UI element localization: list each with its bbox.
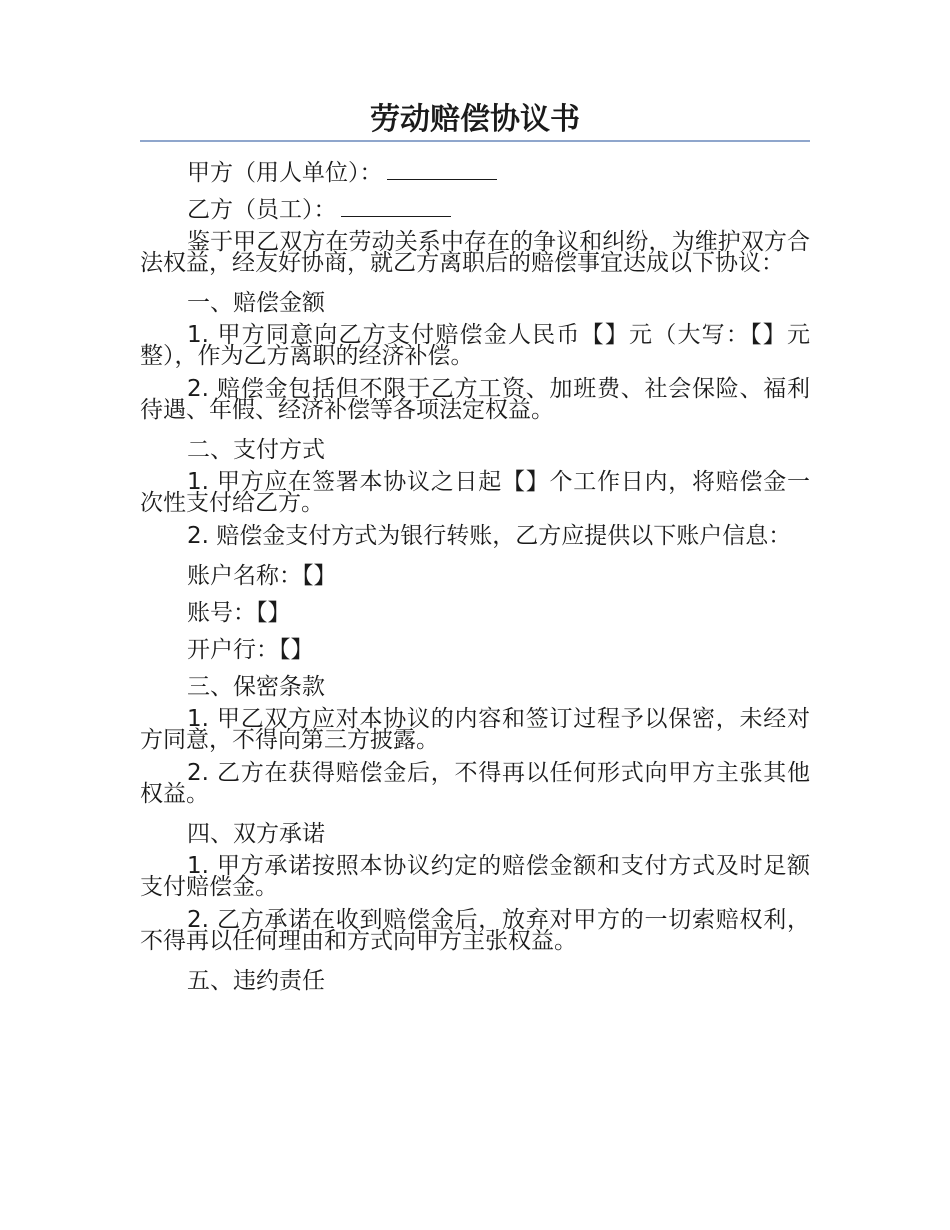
party-b-line bbox=[140, 193, 810, 227]
section-3-item-2: 2. 乙方在获得赔偿金后，不得再以任何形式向甲方主张其他权益。 bbox=[140, 760, 810, 807]
section-2-item-1: 1. 甲方应在签署本协议之日起【】个工作日内，将赔偿金一次性支付给乙方。 bbox=[140, 469, 810, 516]
section-1-item-2: 2. 赔偿金包括但不限于乙方工资、加班费、社会保险、福利待遇、年假、经济补偿等各项法定权益。 bbox=[140, 376, 810, 423]
title-underline bbox=[140, 140, 810, 142]
section-3-heading: 三、保密条款 bbox=[187, 674, 325, 700]
preamble: 鉴于甲乙双方在劳动关系中存在的争议和纠纷，为维护双方合法权益，经友好协商，就乙方离职后的赔偿事宜达成以下协议： bbox=[140, 229, 810, 276]
document-title: 劳动赔偿协议书 bbox=[370, 102, 580, 137]
party-a-label: 甲方（用人单位）： bbox=[187, 160, 383, 186]
section-2-heading: 二、支付方式 bbox=[187, 437, 325, 463]
party-b-label: 乙方（员工）： bbox=[187, 197, 337, 223]
section-1-item-1: 1. 甲方同意向乙方支付赔偿金人民币【】元（大写：【】元整），作为乙方离职的经济补偿。 bbox=[140, 322, 810, 369]
section-4-heading: 四、双方承诺 bbox=[187, 821, 325, 847]
account-name: 账户名称：【】 bbox=[187, 563, 337, 589]
section-3-item-1: 1. 甲乙双方应对本协议的内容和签订过程予以保密，未经对方同意，不得向第三方披露。 bbox=[140, 706, 810, 753]
account-bank: 开户行：【】 bbox=[187, 637, 314, 663]
account-number: 账号：【】 bbox=[187, 600, 291, 626]
party-a-blank bbox=[387, 159, 497, 180]
section-1-heading: 一、赔偿金额 bbox=[187, 290, 325, 316]
party-b-blank bbox=[341, 196, 451, 217]
section-4-item-2: 2. 乙方承诺在收到赔偿金后，放弃对甲方的一切索赔权利，不得再以任何理由和方式向甲方主张权益。 bbox=[140, 907, 810, 954]
party-a-line bbox=[140, 156, 810, 190]
document-page bbox=[140, 100, 810, 1001]
section-5-heading: 五、违约责任 bbox=[187, 968, 325, 994]
section-4-item-1: 1. 甲方承诺按照本协议约定的赔偿金额和支付方式及时足额支付赔偿金。 bbox=[140, 853, 810, 900]
section-2-item-2: 2. 赔偿金支付方式为银行转账，乙方应提供以下账户信息： bbox=[187, 523, 792, 549]
